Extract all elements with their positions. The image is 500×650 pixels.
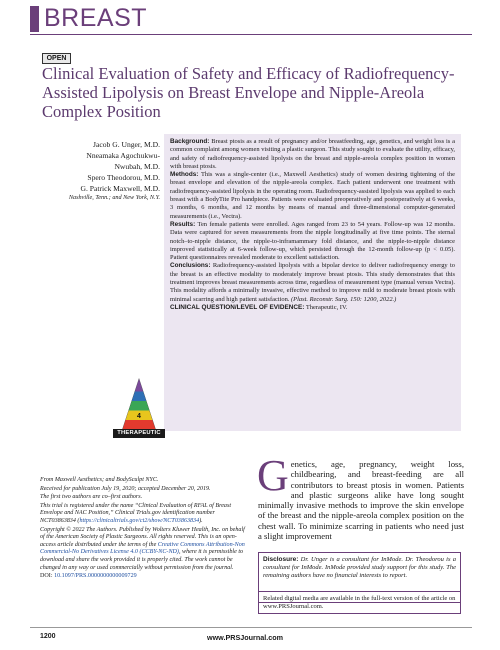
disclosure-label: Disclosure: — [263, 556, 299, 563]
footnote-copyright-text: Copyright © 2022 The Authors. Published by Wolters Kluwer Health, Inc. on behalf of the American Society of Plastic Surgeons. All rights reserved. This is an open-access article distributed under the terms of the — [40, 526, 245, 548]
abstract-clinical-label: CLINICAL QUESTION/LEVEL OF EVIDENCE: — [170, 303, 305, 311]
abstract-box — [164, 134, 461, 431]
body-text — [257, 451, 464, 542]
abstract-methods-text: This was a single-center (i.e., Maxwell Aesthetics) study of women desiring tightening of the breast envelope and elevation of the nipple-areola complex. Each patient underwent one treatment with radiofrequency-assisted lipolysis in the operating room. Radiofrequency-assisted lipolysis was applied to each breast with a BodyTite Pro handpiece. Patients were evaluated preoperatively and postoperatively at 6 weeks, 3 months, 6 months, and 12 months by means of manual and three-dimensional computer-generated measurements (i.e., Vectra). — [170, 171, 455, 220]
author-name: Spero Theodorou, M.D. — [87, 173, 160, 182]
article-title: Clinical Evaluation of Safety and Efficacy of Radiofrequency-Assisted Lipolysis on Breast Envelope and Nipple-Areola Complex Position — [42, 64, 455, 121]
author-name: Jacob G. Unger, M.D. — [93, 140, 160, 149]
abstract-background-label: Background: — [170, 138, 210, 145]
clinicaltrials-link[interactable]: https://clinicaltrials.gov/ct2/show/NCT03863834 — [79, 517, 200, 524]
footnote-received: Received for publication July 19, 2020; accepted December 20, 2019. — [40, 485, 211, 492]
abstract-conclusions-text: Radiofrequency-assisted lipolysis with a bipolar device to deliver radiofrequency energy to the breast is an effective modality to moderately improve breast ptosis. This study demonstrates that this treatment improves breast measurements across time, regardless of measurement type (manual versus Vectra). This modality affords a minimally invasive, effective method to improve mild to moderate breast ptosis with minimal scarring and high patient satisfaction. — [170, 262, 456, 303]
footnote-cofirst: The first two authors are co–first authors. — [40, 494, 143, 501]
abstract-clinical — [170, 304, 455, 312]
abstract-results-label: Results: — [170, 220, 196, 228]
header-rule — [30, 34, 472, 35]
disclosure-text: Dr. Unger is a consultant for InMode. Dr. Theodorou is a consultant for InMode. InMode provided study support for this study. The remaining authors have no financial interests to report. — [263, 556, 456, 580]
author-name: Nneamaka Agochukwu- — [86, 151, 160, 160]
footnote-trial — [40, 503, 245, 526]
related-media-box: Related digital media are available in the full-text version of the article on www.PRSJournal.com. — [258, 591, 461, 614]
article-footnotes — [40, 477, 245, 582]
abstract-methods-label: Methods: — [170, 171, 199, 179]
footnote-doi — [40, 573, 245, 581]
evidence-pyramid-icon — [120, 377, 158, 435]
page-number: 1200 — [40, 633, 56, 640]
abstract-methods — [170, 171, 455, 221]
journal-url[interactable]: www.PRSJournal.com — [207, 633, 284, 642]
license-link[interactable]: Creative Commons Attribution-Non Commercial-No Derivatives License 4.0 (CCBY-NC-ND) — [40, 541, 245, 556]
author-affiliation: Nashville, Tenn.; and New York, N.Y. — [68, 194, 160, 201]
footnote-from: From Maxwell Aesthetics; and BodySculpt NYC. — [40, 477, 159, 483]
author-name: G. Patrick Maxwell, M.D. — [80, 184, 160, 193]
evidence-level-number: 4 — [137, 413, 141, 420]
section-title: BREAST — [44, 4, 148, 32]
abstract-results-text: Ten female patients were enrolled. Ages ranged from 23 to 54 years. Follow-up was 12 months. Data were captured for seven measurements from the nipple longitudinally at five time points. The sternal notch–to-nipple distance, the nipple-to-inframammary fold distance, and the nipple-to-nipple distance improved statistically at 6-week follow-up, which persisted through the 12-month follow-up (p < 0.05). Patient questionnaires revealed moderate to excellent satisfaction. — [170, 220, 455, 262]
footnote-trial-text: This trial is registered under the name “Clinical Evaluation of RFAL of Breast Envelope and NAC Position,” Clinical Trials.gov identification number NCT03863834 ( — [40, 502, 232, 524]
abstract-background-text: Breast ptosis as a result of pregnancy and/or breastfeeding, age, genetics, and weight loss is a common complaint among women visiting a plastic surgeon. This study sought to evaluate the utility, efficacy, and safety of radiofrequency-assisted lipolysis on the breast and nipple-areola complex position in women with breast ptosis. — [170, 138, 455, 170]
abstract-background — [170, 138, 455, 171]
doi-link[interactable]: 10.1097/PRS.0000000000009729 — [54, 573, 137, 580]
footnote-trial-end: ). — [199, 517, 203, 524]
abstract-citation: (Plast. Reconstr. Surg. 150: 1200, 2022.) — [291, 295, 397, 303]
doi-label: DOI: — [40, 573, 53, 580]
footnote-copyright — [40, 527, 245, 573]
body-paragraph: enetics, age, pregnancy, weight loss, childbearing, and breast-feeding are all contributors to breast ptosis in women. Patients and plastic surgeons alike have long sought minimally invasive methods to improve the skin envelope of the breast and the nipple-areola complex position on the chest wall. To minimize scarring in patients who need just a slight improvement — [258, 459, 464, 542]
open-access-badge: OPEN — [42, 53, 71, 64]
author-name: Nwubah, M.D. — [114, 162, 160, 171]
abstract-clinical-text: Therapeutic, IV. — [305, 303, 348, 311]
footer-rule — [30, 627, 472, 628]
abstract-conclusions-label: Conclusions: — [170, 262, 211, 270]
author-list — [42, 139, 160, 194]
evidence-type-label: THERAPEUTIC — [113, 429, 165, 438]
drop-cap: G — [257, 451, 289, 500]
footnote-copyright-end: , where it is permissible to download and share the work provided it is properly cited. The work cannot be changed in any way or used commercially without permission from the journal. — [40, 549, 244, 571]
abstract-results — [170, 221, 455, 262]
section-accent-bar — [30, 6, 39, 32]
abstract-conclusions — [170, 262, 455, 303]
